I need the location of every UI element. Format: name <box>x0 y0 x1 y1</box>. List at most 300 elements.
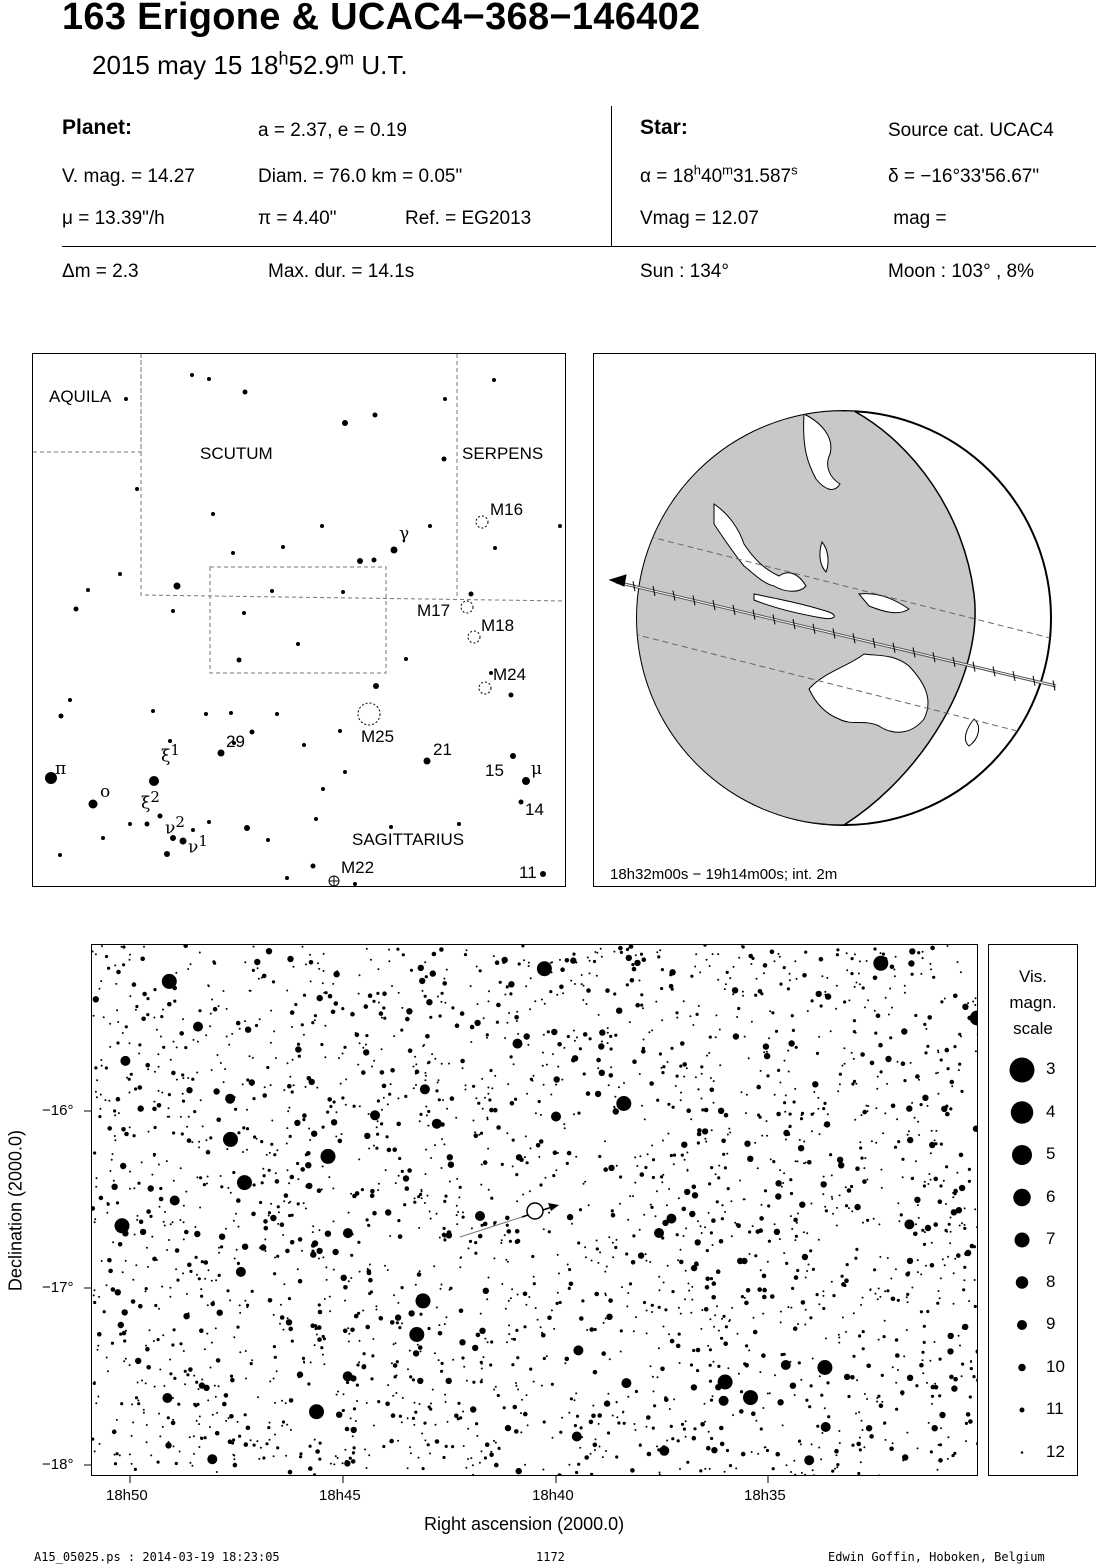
field-star <box>263 1174 266 1177</box>
field-star <box>481 1164 483 1166</box>
label-xi1 <box>161 741 180 767</box>
field-star <box>794 1088 796 1090</box>
field-star <box>207 1304 209 1306</box>
field-star <box>385 1169 387 1171</box>
field-star <box>326 1111 329 1114</box>
legend-title-3: scale <box>1013 1019 1053 1038</box>
field-star <box>929 1142 935 1148</box>
field-star <box>689 1015 691 1017</box>
field-star <box>880 952 882 954</box>
field-star <box>605 1318 607 1320</box>
field-star <box>121 1127 126 1132</box>
field-star <box>308 1128 310 1130</box>
field-star <box>196 1072 198 1074</box>
field-star <box>824 994 826 996</box>
label-mu: μ <box>531 759 543 779</box>
star-ra <box>640 162 798 188</box>
field-star <box>811 1443 813 1445</box>
field-star <box>443 1238 446 1241</box>
field-star <box>475 1211 485 1221</box>
field-star <box>344 1300 346 1302</box>
field-star <box>720 1337 723 1340</box>
finder-star <box>204 712 208 716</box>
field-star <box>642 957 647 962</box>
field-star <box>223 1132 238 1147</box>
field-star <box>590 1473 593 1476</box>
field-star <box>397 1302 399 1304</box>
field-star <box>425 975 428 978</box>
field-star <box>287 956 293 962</box>
field-star <box>414 1197 416 1199</box>
field-star <box>509 1240 512 1243</box>
field-star <box>159 1206 161 1208</box>
field-star <box>538 1100 541 1103</box>
field-star <box>143 1409 145 1411</box>
m16-marker <box>476 516 488 528</box>
field-star <box>433 1265 435 1267</box>
field-star <box>603 1167 608 1172</box>
field-star <box>440 1370 443 1373</box>
field-star <box>383 1017 386 1020</box>
field-star <box>756 978 758 980</box>
field-star <box>940 1000 943 1003</box>
field-star <box>795 1235 798 1238</box>
field-star <box>851 957 854 960</box>
field-star <box>650 1206 653 1209</box>
field-star <box>419 1113 422 1116</box>
field-star <box>507 1261 509 1263</box>
field-star <box>233 1220 235 1222</box>
field-star <box>113 1109 116 1112</box>
field-star <box>534 1000 536 1002</box>
field-star <box>712 1395 714 1397</box>
field-star <box>517 1294 519 1296</box>
field-star <box>230 1192 232 1194</box>
field-star <box>510 1055 513 1058</box>
field-star <box>490 1340 493 1343</box>
field-star <box>599 1070 605 1076</box>
field-star <box>775 1452 780 1457</box>
field-star <box>710 1088 715 1093</box>
field-star <box>859 1437 861 1439</box>
field-star <box>670 1154 673 1157</box>
field-star <box>162 1009 164 1011</box>
field-star <box>864 1393 866 1395</box>
field-star <box>649 1261 651 1263</box>
field-star <box>493 1389 495 1391</box>
field-star <box>398 1175 400 1177</box>
field-star <box>595 1438 597 1440</box>
field-star <box>375 1147 378 1150</box>
field-star <box>129 1453 131 1455</box>
field-star <box>376 1133 379 1136</box>
field-star <box>550 962 552 964</box>
field-star <box>432 1389 434 1391</box>
field-star <box>875 1107 877 1109</box>
field-star <box>204 1436 207 1439</box>
field-star <box>542 1052 544 1054</box>
finder-star <box>190 373 194 377</box>
field-star <box>547 1316 552 1321</box>
field-star <box>660 987 663 990</box>
field-star <box>179 1451 181 1453</box>
field-star <box>710 1399 713 1402</box>
field-star <box>741 1295 744 1298</box>
field-star <box>487 1148 489 1150</box>
field-star <box>95 1091 97 1093</box>
field-star <box>122 1309 128 1315</box>
field-star <box>533 1381 535 1383</box>
field-star <box>509 992 512 995</box>
field-star <box>480 1380 483 1383</box>
field-star <box>363 1049 369 1055</box>
field-star <box>682 1062 687 1067</box>
field-star <box>748 1057 750 1059</box>
field-star <box>683 1235 685 1237</box>
field-star <box>557 1042 562 1047</box>
field-star <box>520 1412 522 1414</box>
field-star <box>730 1200 732 1202</box>
field-star <box>850 1375 855 1380</box>
field-star <box>106 1284 108 1286</box>
field-star <box>397 1097 399 1099</box>
field-star <box>427 1327 430 1330</box>
field-star <box>925 1265 927 1267</box>
field-star <box>441 1167 443 1169</box>
field-star <box>854 1257 857 1260</box>
field-star <box>140 1229 146 1235</box>
field-star <box>907 1137 913 1143</box>
field-star <box>860 1052 865 1057</box>
field-star <box>333 971 339 977</box>
field-star <box>959 1185 965 1191</box>
field-star <box>125 1025 128 1028</box>
field-star <box>930 1152 932 1154</box>
field-star <box>692 1185 697 1190</box>
field-star <box>609 1358 611 1360</box>
field-star <box>395 1392 397 1394</box>
field-star <box>237 1421 239 1423</box>
field-star <box>389 1439 394 1444</box>
field-star <box>328 994 333 999</box>
field-star <box>511 1338 513 1340</box>
field-star <box>525 1135 527 1137</box>
field-star <box>866 960 868 962</box>
star-mag: mag = <box>888 208 947 229</box>
field-star <box>789 973 791 975</box>
field-star <box>889 988 891 990</box>
field-star <box>358 993 360 995</box>
field-star <box>629 1021 631 1023</box>
legend-dot <box>1021 1451 1024 1454</box>
field-star <box>226 1148 228 1150</box>
field-star <box>952 1196 954 1198</box>
field-star <box>764 1189 767 1192</box>
field-star <box>251 1290 254 1293</box>
field-star <box>763 963 768 968</box>
field-star <box>437 996 439 998</box>
field-star <box>704 1138 706 1140</box>
field-star <box>793 1100 796 1103</box>
field-star <box>145 1345 147 1347</box>
field-star <box>751 1021 753 1023</box>
field-star <box>273 1345 276 1348</box>
field-star <box>361 1070 366 1075</box>
field-star <box>779 956 781 958</box>
field-star <box>800 1379 802 1381</box>
field-star <box>309 954 311 956</box>
field-star <box>855 1032 857 1034</box>
field-star <box>208 985 210 987</box>
field-star <box>567 1214 573 1220</box>
field-star <box>583 1183 585 1185</box>
field-star <box>891 1104 896 1109</box>
field-star <box>551 1029 557 1035</box>
field-star <box>183 1221 185 1223</box>
field-star <box>926 1382 928 1384</box>
field-star <box>911 973 914 976</box>
field-star <box>533 1075 535 1077</box>
field-star <box>889 1447 894 1452</box>
field-star <box>94 1450 96 1452</box>
field-star <box>350 1254 353 1257</box>
field-star <box>158 1066 160 1068</box>
field-star <box>922 1372 924 1374</box>
field-star <box>680 1041 685 1046</box>
field-star <box>794 1474 796 1476</box>
field-star <box>447 1421 449 1423</box>
field-star <box>315 1449 320 1454</box>
field-star <box>647 1452 652 1457</box>
field-star <box>881 1374 884 1377</box>
field-star <box>719 1029 721 1031</box>
field-star <box>783 1101 786 1104</box>
field-star <box>906 1105 912 1111</box>
field-star <box>242 1244 248 1250</box>
field-star <box>390 1083 392 1085</box>
field-star <box>255 1024 258 1027</box>
field-star <box>780 1321 782 1323</box>
field-star <box>692 1192 698 1198</box>
field-star <box>175 1462 178 1465</box>
field-star <box>685 1436 687 1438</box>
field-star <box>811 999 814 1002</box>
field-star <box>771 1011 774 1014</box>
field-star <box>193 1110 196 1113</box>
field-star <box>837 1090 839 1092</box>
field-star <box>322 1256 324 1258</box>
field-star <box>710 1437 713 1440</box>
field-star <box>515 1229 520 1234</box>
field-star <box>927 1228 929 1230</box>
field-star <box>438 1098 441 1101</box>
field-star <box>889 1036 892 1039</box>
field-star <box>489 1069 492 1072</box>
field-star <box>234 1108 237 1111</box>
field-star <box>458 1196 460 1198</box>
field-star <box>762 1407 764 1409</box>
field-star <box>305 1086 307 1088</box>
field-star <box>562 992 564 994</box>
field-star <box>627 1396 629 1398</box>
field-star <box>616 1165 618 1167</box>
field-star <box>661 1181 663 1183</box>
field-star <box>855 1083 857 1085</box>
field-star <box>225 1420 227 1422</box>
field-star <box>613 951 615 953</box>
field-star <box>704 1403 706 1405</box>
field-star <box>515 1173 518 1176</box>
field-star <box>275 1057 277 1059</box>
field-star <box>100 980 102 982</box>
field-star <box>325 1231 331 1237</box>
field-star <box>352 1194 357 1199</box>
field-star <box>303 1202 305 1204</box>
const-aquila: AQUILA <box>49 387 112 406</box>
field-star <box>146 997 149 1000</box>
field-star <box>179 1031 184 1036</box>
field-star <box>613 992 616 995</box>
field-star <box>199 1176 202 1179</box>
field-star <box>332 1187 334 1189</box>
field-star <box>506 1132 508 1134</box>
field-star <box>167 1416 170 1419</box>
field-star <box>200 1099 202 1101</box>
field-star <box>873 947 876 950</box>
field-star <box>438 1331 443 1336</box>
field-star <box>125 1330 127 1332</box>
field-star <box>367 1271 372 1276</box>
field-star <box>573 1113 575 1115</box>
field-star <box>968 1419 973 1424</box>
field-star <box>173 1041 175 1043</box>
field-star <box>598 1155 601 1158</box>
field-star <box>373 1060 375 1062</box>
field-star <box>931 1403 933 1405</box>
field-star <box>551 1309 553 1311</box>
field-star <box>191 1078 194 1081</box>
field-star <box>125 1358 127 1360</box>
field-star <box>146 1013 149 1016</box>
field-star <box>848 1207 850 1209</box>
field-star <box>94 1221 96 1223</box>
field-star <box>930 1450 933 1453</box>
field-star <box>635 1390 638 1393</box>
field-star <box>755 1420 757 1422</box>
field-star <box>261 1181 264 1184</box>
globe-drawing <box>594 354 1096 888</box>
field-star <box>264 1086 266 1088</box>
field-star <box>606 1314 612 1320</box>
field-star <box>930 946 935 951</box>
field-star <box>803 1162 805 1164</box>
field-star <box>700 1065 703 1068</box>
field-star <box>523 1412 528 1417</box>
field-star <box>180 1116 182 1118</box>
field-star <box>375 1305 377 1307</box>
field-star <box>409 1375 412 1378</box>
field-star <box>761 1353 766 1358</box>
field-star <box>558 1273 560 1275</box>
field-star <box>944 1229 947 1232</box>
star-dec: δ = −16°33'56.67" <box>888 166 1040 187</box>
field-star <box>460 1011 465 1016</box>
field-star <box>253 946 255 948</box>
field-star <box>442 981 447 986</box>
field-star <box>953 1272 955 1274</box>
field-star <box>493 955 495 957</box>
field-star <box>405 1186 410 1191</box>
field-star <box>650 1365 652 1367</box>
field-star <box>451 1445 454 1448</box>
field-star <box>819 1375 821 1377</box>
field-star <box>818 1303 820 1305</box>
field-star <box>715 1173 717 1175</box>
field-star <box>419 1313 422 1316</box>
field-star <box>288 1470 293 1475</box>
field-star <box>905 1272 910 1277</box>
field-star <box>103 1016 105 1018</box>
field-star <box>644 1166 647 1169</box>
legend-mag-label: 12 <box>1046 1441 1065 1461</box>
field-star <box>226 1289 229 1292</box>
planet-heading: Planet: <box>62 116 133 139</box>
field-star <box>804 1324 806 1326</box>
field-star <box>861 1114 863 1116</box>
field-star <box>311 1021 314 1024</box>
const-serpens: SERPENS <box>462 444 544 463</box>
field-star <box>269 1152 271 1154</box>
field-star <box>762 1274 767 1279</box>
label-m18: M18 <box>481 616 515 635</box>
field-star <box>173 1445 175 1447</box>
xi1-index: 1 <box>170 741 180 759</box>
field-star <box>136 1219 138 1221</box>
field-star <box>196 1274 198 1276</box>
field-star <box>521 1399 523 1401</box>
const-sagittarius: SAGITTARIUS <box>352 830 465 849</box>
ra-minutes: 40 <box>701 166 723 187</box>
field-star <box>610 1047 613 1050</box>
field-star <box>323 953 325 955</box>
field-star <box>419 1120 421 1122</box>
field-star <box>959 1345 961 1347</box>
field-star <box>765 1446 767 1448</box>
field-star <box>422 1467 425 1470</box>
field-star <box>879 1296 881 1298</box>
nu1-letter: ν <box>188 837 199 858</box>
field-star <box>527 1424 529 1426</box>
field-star <box>804 951 807 954</box>
field-star <box>198 1423 200 1425</box>
field-star <box>939 1358 942 1361</box>
field-star <box>170 1196 180 1206</box>
field-star <box>581 974 583 976</box>
field-star <box>514 1098 517 1101</box>
field-star <box>371 1354 374 1357</box>
field-star <box>739 1409 744 1414</box>
const-scutum: SCUTUM <box>200 444 273 463</box>
field-star <box>506 1022 508 1024</box>
field-star <box>138 1105 144 1111</box>
legend-mag-label: 11 <box>1046 1399 1064 1418</box>
field-star <box>469 1240 472 1243</box>
finder-star <box>492 378 496 382</box>
field-star <box>236 1249 238 1251</box>
field-star <box>106 1212 108 1214</box>
field-star <box>836 1207 838 1209</box>
field-star <box>696 1013 699 1016</box>
